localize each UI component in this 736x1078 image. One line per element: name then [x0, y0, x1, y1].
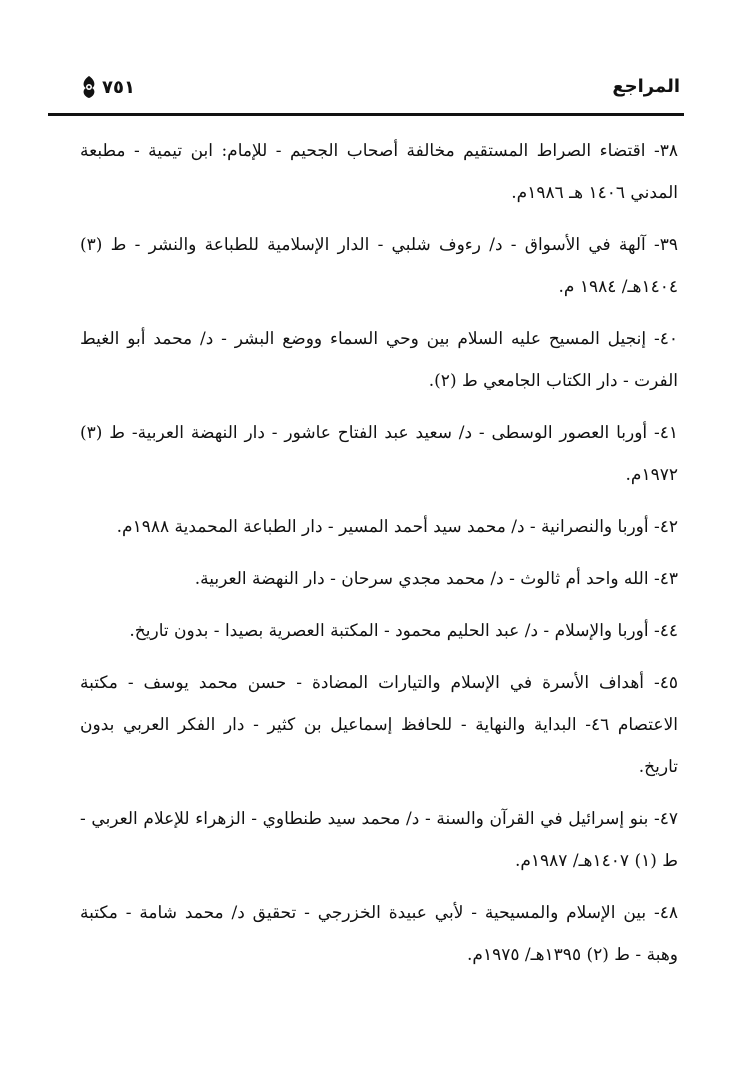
running-header-title: المراجع: [612, 76, 680, 97]
reference-entry-41: ٤١- أوربا العصور الوسطى - د/ سعيد عبد الفتاح عاشور - دار النهضة العربية- ط (٣) ١٩٧٢م.: [80, 423, 678, 485]
reference-list: [80, 130, 678, 986]
reference-entry-47: ٤٧- بنو إسرائيل في القرآن والسنة - د/ محمد سيد طنطاوي - الزهراء للإعلام العربي - ط (١) ١٤٠٧هـ/ ١٩٨٧م.: [80, 809, 678, 871]
ornament-icon: [78, 74, 100, 100]
reference-entry-38: ٣٨- اقتضاء الصراط المستقيم مخالفة أصحاب الجحيم - للإمام: ابن تيمية - مطبعة المدني ١٤٠٦ هـ ١٩٨٦م.: [80, 141, 678, 203]
page-number-group: [78, 74, 135, 100]
reference-entry-42: ٤٢- أوربا والنصرانية - د/ محمد سيد أحمد المسير - دار الطباعة المحمدية ١٩٨٨م.: [116, 517, 678, 537]
reference-entry-40: ٤٠- إنجيل المسيح عليه السلام بين وحي السماء ووضع البشر - د/ محمد أبو الغيط الفرت - دار الكتاب الجامعي ط (٢).: [80, 329, 678, 391]
reference-entry-48: ٤٨- بين الإسلام والمسيحية - لأبي عبيدة الخزرجي - تحقيق د/ محمد شامة - مكتبة وهبة - ط (٢) ١٣٩٥هـ/ ١٩٧٥م.: [80, 903, 678, 965]
reference-entry-45-46: ٤٥- أهداف الأسرة في الإسلام والتيارات المضادة - حسن محمد يوسف - مكتبة الاعتصام ٤٦- البداية والنهاية - للحافظ إسماعيل بن كثير - دار الفكر العربي بدون تاريخ.: [80, 673, 678, 777]
page-number: ٧٥١: [102, 76, 135, 98]
reference-entry-43: ٤٣- الله واحد أم ثالوث - د/ محمد مجدي سرحان - دار النهضة العربية.: [194, 569, 678, 589]
header-rule: [48, 113, 684, 116]
page-header: [48, 70, 684, 116]
reference-entry-39: ٣٩- آلهة في الأسواق - د/ رءوف شلبي - الدار الإسلامية للطباعة والنشر - ط (٣) ١٤٠٤هـ/ ١٩٨٤ م.: [80, 235, 678, 297]
reference-entry-44: ٤٤- أوربا والإسلام - د/ عبد الحليم محمود - المكتبة العصرية بصيدا - بدون تاريخ.: [129, 621, 678, 641]
